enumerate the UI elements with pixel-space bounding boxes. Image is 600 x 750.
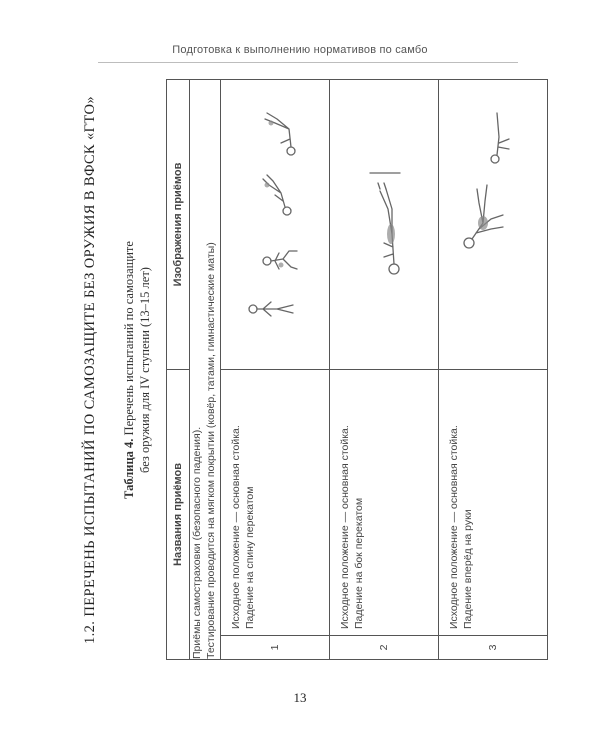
row-image <box>439 80 548 370</box>
side-roll-fall-illustration <box>330 79 422 369</box>
table-note-line2: Тестирование проводится на мягком покрытии (ковёр, татами, гимнастические маты) <box>205 242 217 659</box>
row-name-line2: Падение вперёд на руки <box>462 509 474 629</box>
table-caption-line1 <box>122 80 137 660</box>
table-caption-line2: без оружия для IV ступени (13–15 лет) <box>138 267 152 473</box>
row-name <box>330 370 439 636</box>
table-header-row <box>167 80 190 660</box>
table-note <box>190 80 221 660</box>
techniques-table <box>166 79 548 660</box>
page-number: 13 <box>293 690 307 705</box>
row-number: 1 <box>221 636 330 660</box>
row-number: 3 <box>439 636 548 660</box>
header-names: Названия приёмов <box>167 370 190 660</box>
row-name-line1: Исходное положение — основная стойка. <box>230 425 242 629</box>
table-caption-label: Таблица 4. <box>122 438 136 499</box>
row-name-line1: Исходное положение — основная стойка. <box>339 425 351 629</box>
row-name-line1: Исходное положение — основная стойка. <box>448 425 460 629</box>
row-name <box>439 370 548 636</box>
row-name <box>221 370 330 636</box>
row-name-line2: Падение на бок перекатом <box>353 497 365 629</box>
table-row <box>221 80 330 660</box>
row-image <box>330 80 439 370</box>
back-roll-fall-illustration <box>221 79 313 369</box>
section-title: 1.2. ПЕРЕЧЕНЬ ИСПЫТАНИЙ ПО САМОЗАЩИТЕ БЕЗ ОРУЖИЯ В ВФСК «ГТО» <box>82 95 98 645</box>
rotated-content <box>80 80 500 660</box>
forward-fall-illustration <box>439 79 531 369</box>
header-images: Изображения приёмов <box>167 80 190 370</box>
running-header: Подготовка к выполнению нормативов по самбо <box>172 44 428 56</box>
table-note-line1: Приёмы самостраховки (безопасного падения). <box>191 426 203 659</box>
table-row <box>330 80 439 660</box>
header-rule <box>98 62 518 63</box>
row-name-line2: Падение на спину перекатом <box>244 486 256 629</box>
row-image <box>221 80 330 370</box>
table-note-row <box>190 80 221 660</box>
table-row <box>439 80 548 660</box>
table-caption-text: Перечень испытаний по самозащите <box>122 241 136 436</box>
row-number: 2 <box>330 636 439 660</box>
